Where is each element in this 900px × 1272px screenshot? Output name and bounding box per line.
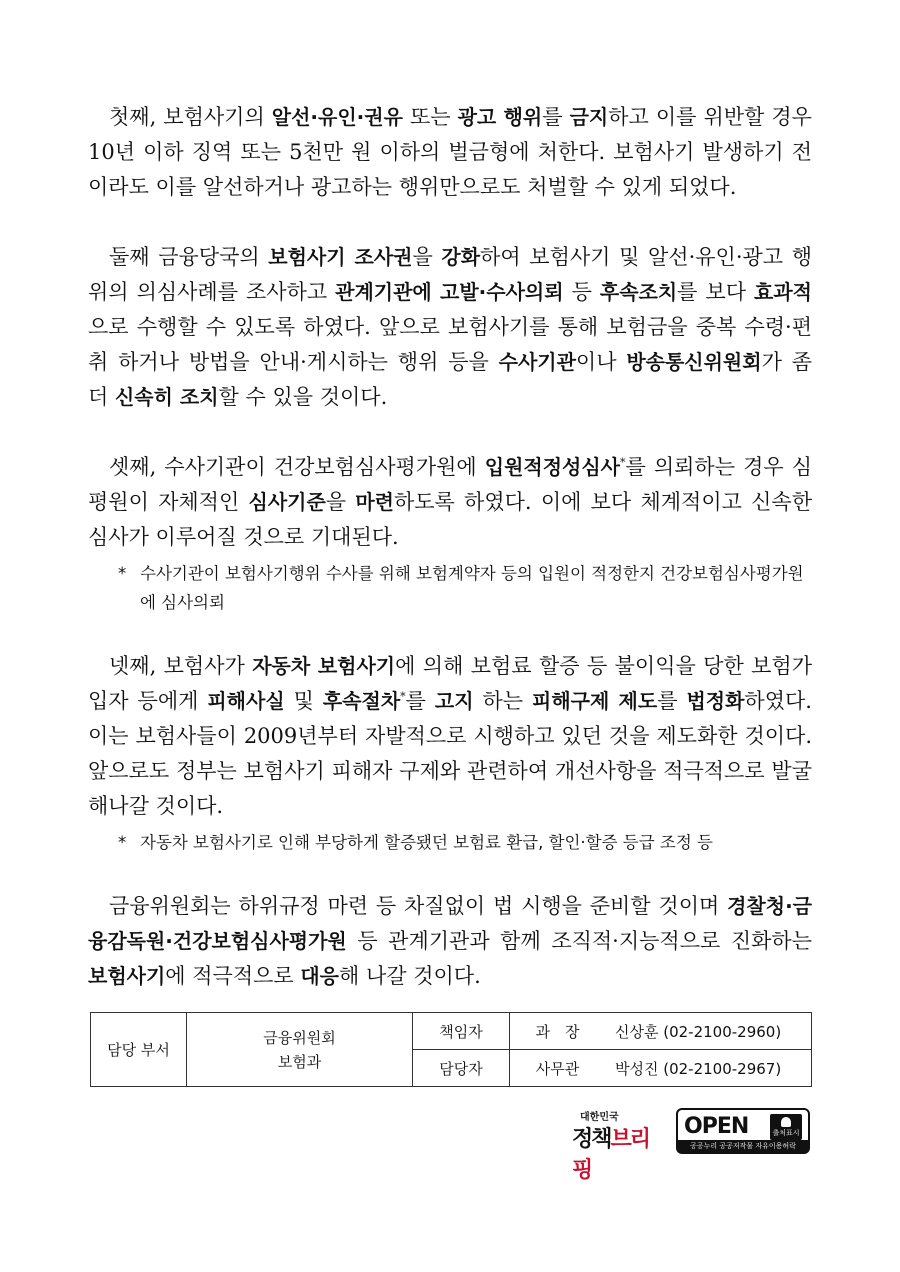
document-body (88, 100, 812, 994)
body-text: 넷째, 보험사가 (109, 654, 253, 678)
manager-contact: 과 장 신상훈 (02-2100-2960) (510, 1013, 812, 1050)
role-staff: 담당자 (413, 1050, 510, 1087)
footer-logos (572, 1108, 812, 1183)
emphasis-text: 강화 (441, 245, 481, 269)
kogl-open-logo: OPEN 출처표시 공공누리 공공저작물 자유이용허락 (676, 1108, 810, 1154)
emphasis-text: 수사기관 (498, 350, 576, 374)
body-text: 가 좀 더 (88, 350, 812, 409)
body-text: 또는 (402, 105, 458, 129)
body-text: 하였다. 이는 보험사들이 2009년부터 자발적으로 시행하고 있던 것을 제도화한 것이다. 앞으로도 정부는 보험사기 피해자 구제와 관련하여 개선사항을 적극적으로 발굴해나갈 것이다. (88, 689, 812, 818)
paragraph-5 (88, 889, 812, 994)
body-text: 이나 (575, 350, 627, 374)
body-text: 둘째 금융당국의 (109, 245, 269, 269)
body-text: 하도록 하였다. 이에 보다 체계적이고 신속한 심사가 이루어질 것으로 기대된다. (88, 490, 812, 549)
emphasis-text: 보험사기 조사권 (268, 245, 413, 269)
paragraph-2 (88, 240, 812, 415)
emphasis-text: 고지 (434, 689, 474, 713)
paragraph-1 (88, 100, 812, 205)
emphasis-text: 알선·유인·권유 (271, 105, 403, 129)
emphasis-text: 광고 행위 (457, 105, 543, 129)
footnote-3: * 수사기관이 보험사기행위 수사를 위해 보험계약자 등의 입원이 적정한지 건강보험심사평가원에 심사의뢰 (118, 564, 804, 612)
contact-table (90, 1012, 812, 1087)
body-text: 으로 수행할 수 있도록 하였다. 앞으로 보험사기를 통해 보험금을 중복 수령·편취 하거나 방법을 안내·게시하는 행위 등을 (88, 315, 812, 374)
emphasis-text: 법정화 (686, 689, 745, 713)
body-text: 등 (563, 280, 600, 304)
body-text: 금융위원회는 하위규정 마련 등 차질없이 법 시행을 준비할 것이며 (109, 894, 728, 918)
dept-label: 담당 부서 (91, 1013, 187, 1087)
body-text: 해 나갈 것이다. (339, 964, 481, 988)
dept-name: 금융위원회 보험과 (187, 1013, 413, 1087)
emphasis-text: 자동차 보험사기 (252, 654, 396, 678)
body-text: 을 (412, 245, 442, 269)
body-text: 를 (542, 105, 570, 129)
body-text: 에 의해 보험료 할증 등 불이익을 당한 보험가입자 등에게 (88, 654, 813, 713)
body-text: 첫째, 보험사기의 (109, 105, 272, 129)
body-text: 를 의뢰하는 경우 심평원이 자체적인 (88, 455, 812, 514)
body-text: 하여 보험사기 및 알선·유인·광고 행위의 의심사례를 조사하고 (88, 245, 812, 304)
emphasis-text: 후속절차 (322, 689, 401, 713)
policy-briefing-logo: 대한민국 정책브리핑 (572, 1112, 650, 1183)
body-text: 등 관계기관과 함께 조직적·지능적으로 진화하는 (346, 929, 812, 953)
emphasis-text: 보험사기 (88, 964, 166, 988)
footnote-4: * 자동차 보험사기로 인해 부당하게 할증됐던 보험료 환급, 할인·할증 등급 조정 등 (118, 833, 713, 852)
body-text: 하고 이를 위반할 경우 10년 이하 징역 또는 5천만 원 이하의 벌금형에 처한다. 보험사기 발생하기 전이라도 이를 알선하거나 광고하는 행위만으로도 처벌할 수 있게 되었다. (88, 105, 812, 199)
paragraph-3 (88, 450, 812, 555)
attribution-icon: 출처표시 (770, 1114, 802, 1140)
body-text: 를 보다 (677, 280, 755, 304)
emphasis-text: 피해구제 제도 (532, 689, 658, 713)
body-text: 하는 (473, 689, 533, 713)
emphasis-text: 금지 (569, 105, 609, 129)
emphasis-text: 방송통신위원회 (626, 350, 762, 374)
emphasis-text: 신속히 조치 (114, 385, 219, 409)
emphasis-text: 피해사실 (207, 689, 285, 713)
staff-contact: 사무관 박성진 (02-2100-2967) (510, 1050, 812, 1087)
emphasis-text: 심사기준 (248, 490, 326, 514)
body-text: 셋째, 수사기관이 건강보험심사평가원에 (109, 455, 485, 479)
paragraph-4 (88, 649, 812, 824)
body-text: 를 (657, 689, 687, 713)
body-text: * (620, 456, 626, 469)
body-text: * (400, 690, 406, 703)
emphasis-text: 경찰청·금융감독원·건강보험심사평가원 (88, 894, 812, 953)
emphasis-text: 후속조치 (599, 280, 678, 304)
body-text: 를 (405, 689, 435, 713)
emphasis-text: 관계기관에 고발·수사의뢰 (335, 280, 564, 304)
body-text: 을 (325, 490, 356, 514)
emphasis-text: 대응 (300, 964, 339, 988)
emphasis-text: 효과적 (754, 280, 812, 304)
emphasis-text: 마련 (355, 490, 394, 514)
emphasis-text: 입원적정성심사 (484, 455, 620, 479)
body-text: 및 (284, 689, 323, 713)
body-text: 에 적극적으로 (165, 964, 301, 988)
body-text: 할 수 있을 것이다. (218, 385, 388, 409)
role-manager: 책임자 (413, 1013, 510, 1050)
